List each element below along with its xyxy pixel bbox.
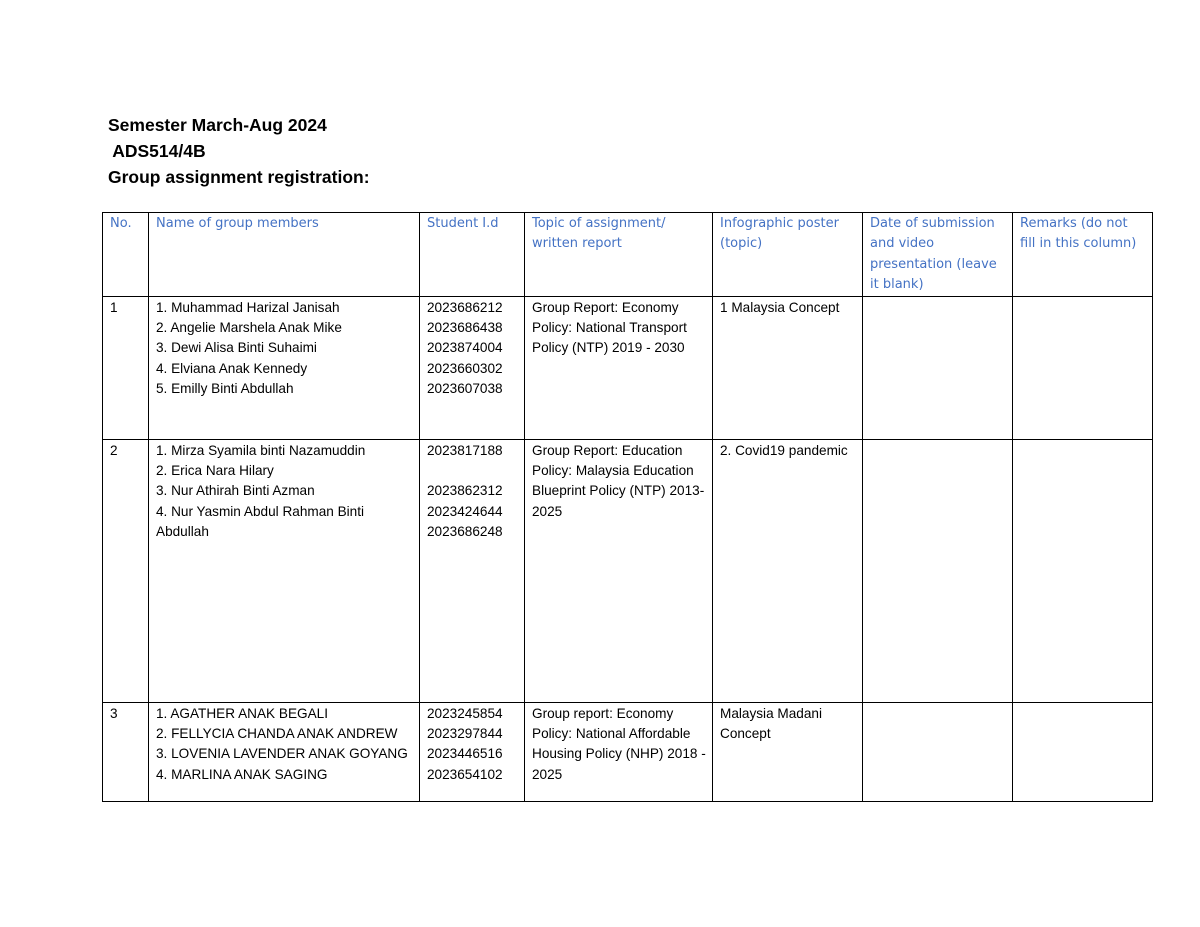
student-id: 2023686248 <box>427 524 503 540</box>
student-id: 2023245854 <box>427 705 503 721</box>
student-id-blank <box>427 461 518 481</box>
cell-no: 3 <box>103 702 149 801</box>
student-id: 2023686438 <box>427 320 503 336</box>
cell-date <box>863 702 1013 801</box>
cell-members <box>149 439 420 702</box>
member-name: 3. Dewi Alisa Binti Suhaimi <box>156 340 317 356</box>
cell-topic <box>525 702 713 801</box>
header-remarks: Remarks (do not fill in this column) <box>1013 213 1153 297</box>
cell-topic <box>525 439 713 702</box>
topic-text: Group report: Economy Policy: National Affordable Housing Policy (NHP) 2018 - 2025 <box>532 705 706 782</box>
cell-date <box>863 439 1013 702</box>
registration-title: Group assignment registration: <box>108 167 370 187</box>
student-id: 2023297844 <box>427 726 503 742</box>
member-name: 1. AGATHER ANAK BEGALI <box>156 705 328 721</box>
member-name: 1. Muhammad Harizal Janisah <box>156 299 340 315</box>
cell-no: 2 <box>103 439 149 702</box>
poster-text: 2. Covid19 pandemic <box>720 442 848 458</box>
cell-ids <box>420 702 525 801</box>
cell-poster <box>713 439 863 702</box>
table-row <box>103 702 1153 801</box>
member-name: 2. Erica Nara Hilary <box>156 463 274 479</box>
student-id: 2023874004 <box>427 340 503 356</box>
cell-members <box>149 296 420 439</box>
table-row <box>103 296 1153 439</box>
member-name: 2. FELLYCIA CHANDA ANAK ANDREW <box>156 726 398 742</box>
header-members: Name of group members <box>149 213 420 297</box>
semester-title: Semester March-Aug 2024 <box>108 115 327 135</box>
header-date: Date of submission and video presentation (leave it blank) <box>863 213 1013 297</box>
student-id: 2023660302 <box>427 360 503 376</box>
cell-no: 1 <box>103 296 149 439</box>
student-id: 2023446516 <box>427 746 503 762</box>
topic-text: Group Report: Education Policy: Malaysia Education Blueprint Policy (NTP) 2013-2025 <box>532 442 705 519</box>
member-name: 4. Elviana Anak Kennedy <box>156 360 308 376</box>
cell-ids <box>420 296 525 439</box>
table-header-row <box>103 213 1153 297</box>
header-no: No. <box>103 213 149 297</box>
member-name: 3. Nur Athirah Binti Azman <box>156 483 315 499</box>
member-name: 4. MARLINA ANAK SAGING <box>156 766 328 782</box>
member-name: 5. Emilly Binti Abdullah <box>156 381 294 397</box>
student-id: 2023424644 <box>427 503 503 519</box>
cell-remarks <box>1013 439 1153 702</box>
header-topic: Topic of assignment/ written report <box>525 213 713 297</box>
cell-date <box>863 296 1013 439</box>
poster-text: 1 Malaysia Concept <box>720 299 840 315</box>
student-id: 2023654102 <box>427 766 503 782</box>
cell-poster <box>713 702 863 801</box>
table-row <box>103 439 1153 702</box>
cell-poster <box>713 296 863 439</box>
registration-table <box>102 212 1153 802</box>
document-heading <box>108 112 370 190</box>
member-name: 1. Mirza Syamila binti Nazamuddin <box>156 442 366 458</box>
student-id: 2023686212 <box>427 299 503 315</box>
header-poster: Infographic poster (topic) <box>713 213 863 297</box>
member-name: 2. Angelie Marshela Anak Mike <box>156 320 342 336</box>
member-name: 3. LOVENIA LAVENDER ANAK GOYANG <box>156 746 408 762</box>
poster-text: Malaysia Madani Concept <box>720 705 822 742</box>
cell-members <box>149 702 420 801</box>
topic-text: Group Report: Economy Policy: National Transport Policy (NTP) 2019 - 2030 <box>532 299 687 356</box>
cell-remarks <box>1013 702 1153 801</box>
student-id: 2023607038 <box>427 381 503 397</box>
student-id: 2023817188 <box>427 442 503 458</box>
cell-remarks <box>1013 296 1153 439</box>
cell-topic <box>525 296 713 439</box>
header-student-id: Student I.d <box>420 213 525 297</box>
cell-ids <box>420 439 525 702</box>
student-id: 2023862312 <box>427 483 503 499</box>
member-name: 4. Nur Yasmin Abdul Rahman Binti Abdullah <box>156 503 365 540</box>
course-code: ADS514/4B <box>108 141 206 161</box>
